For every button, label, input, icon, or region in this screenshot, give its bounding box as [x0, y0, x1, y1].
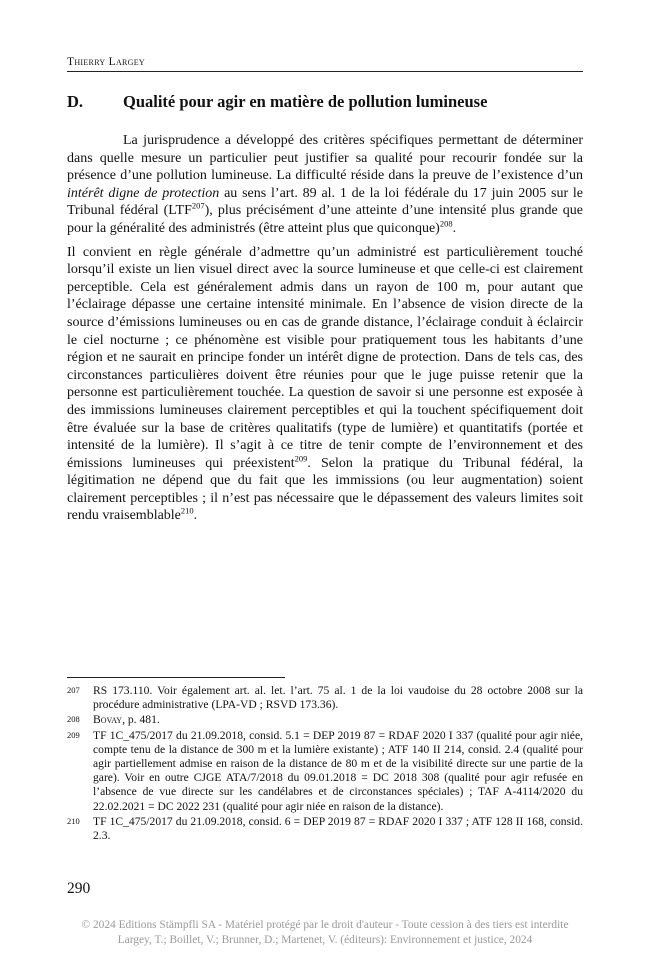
footnote-text: RS 173.110. Voir également art. al. let. l’art. 75 al. 1 de la loi vaudoise du 28 octobre 2008 sur la procédure administrative (LPA-VD ; RSVD 173.36). [93, 684, 583, 712]
paragraph-1-text-middle: ), plus précisément d’une atteinte d’une intensité plus grande que pour la généralité des administrés (être atteint plus que quiconque) [67, 203, 583, 236]
footnote-separator [67, 677, 285, 678]
footnote-number: 207 [67, 685, 80, 695]
footnote-ref-210[interactable]: 210 [180, 505, 194, 516]
copyright-notice [0, 918, 650, 948]
footnote-210 [67, 815, 583, 843]
footnote-208 [67, 713, 583, 727]
paragraph-2-text-cont: . Selon la pratique du Tribunal fédéral, la légitimation ne dépend que du fait que les immissions (ou leur augmentation) soient clairement perceptibles ; il n’est pas nécessaire que le dépassement des valeurs limites soit rendu vraisemblable [67, 455, 584, 524]
copyright-line-2: Largey, T.; Boillet, V.; Brunner, D.; Martenet, V. (éditeurs): Environnement et justice, 2024 [117, 934, 533, 946]
body-text [67, 132, 583, 525]
paragraph-1-end: . [452, 220, 457, 236]
paragraph-1 [67, 132, 583, 238]
footnote-209 [67, 729, 583, 814]
footnote-text: TF 1C_475/2017 du 21.09.2018, consid. 5.1 = DEP 2019 87 = RDAF 2020 I 337 (qualité pour agir niée, compte tenu de la distance de 300 m et la lumière existante) ; ATF 140 II 214, consid. 2.4 (qualité pour agir partiellement admise en raison de la distance de 80 m et de la visibilité directe sur une partie de la gare). Voir en outre CJGE ATA/7/2018 du 09.01.2018 = DC 2018 308 (qualité pour agir refusée en l’absence de vue directe sur les candélabres et de circonstances spéciales) ; TAF A-4114/2020 du 22.02.2021 = DC 2022 231 (qualité pour agir niée en raison de la distance). [93, 728, 583, 813]
footnote-207 [67, 684, 583, 712]
footnote-number: 208 [67, 714, 80, 725]
footnote-number: 209 [67, 729, 80, 740]
footnote-text-cont: , p. 481. [122, 713, 160, 727]
section-title: Qualité pour agir en matière de pollution lumineuse [123, 92, 488, 111]
paragraph-1-text: La jurisprudence a développé des critères spécifiques permettant de déterminer dans quelle mesure un particulier peut justifier sa qualité pour recourir fondée sur la présence d’une pollution lumineuse. La difficulté réside dans la preuve de l’existence d’un [67, 133, 583, 184]
copyright-line-1: © 2024 Editions Stämpfli SA - Matériel protégé par le droit d'auteur - Toute cession à des tiers est interdite [81, 919, 569, 931]
footnotes [67, 684, 583, 844]
footnote-number: 210 [67, 815, 80, 826]
paragraph-2 [67, 244, 583, 526]
page-number: 290 [67, 880, 91, 897]
footnote-ref-207[interactable]: 207 [191, 200, 205, 211]
footnote-ref-209[interactable]: 209 [294, 453, 308, 464]
running-head: Thierry Largey [67, 56, 583, 72]
section-number: D. [67, 92, 84, 111]
footnote-text [93, 713, 583, 727]
footnote-ref-208[interactable]: 208 [439, 218, 453, 229]
paragraph-1-text-cont: au sens l’art. 89 al. 1 de la loi fédérale du 17 juin 2005 sur le Tribunal fédéral (LTF [67, 185, 584, 219]
section-heading [67, 92, 583, 112]
emphasis-text: intérêt digne de protection [67, 185, 220, 201]
paragraph-2-text: Il convient en règle générale d’admettre qu’un administré est particulièrement touché lorsqu’il existe un lien visuel direct avec la source lumineuse et que celle-ci est clairement perceptible. Cela est généralement admis dans un rayon de 100 m, pour autant que l’éclairage dépasse une certaine intensité minimale. En l’absence de vision directe de la source d’émissions lumineuses ou en cas de grande distance, l’éclairage conduit à éclaircir le ciel nocturne ; ce phénomène est visible pour pratiquement tous les habitants d’une région et ne saurait en principe fonder un intérêt digne de protection. Dans de tels cas, des circonstances particulières doivent être réunies pour que le juge puisse retenir que la personne est particulièrement touchée. La question de savoir si une personne est exposée à des immissions lumineuses clairement perceptibles et qui la touchent spécifiquement doit être évaluée sur la base de critères qualitatifs (type de lumière) et quantitatifs (portée et intensité de la lumière). Il s’agit à ce titre de tenir compte de l’environnement et des émissions lumineuses qui préexistent [67, 244, 583, 471]
paragraph-2-end: . [193, 508, 198, 524]
footnote-text: TF 1C_475/2017 du 21.09.2018, consid. 6 = DEP 2019 87 = RDAF 2020 I 337 ; ATF 128 II 168, consid. 2.3. [93, 814, 583, 843]
footnote-author: Bovay [93, 713, 123, 727]
